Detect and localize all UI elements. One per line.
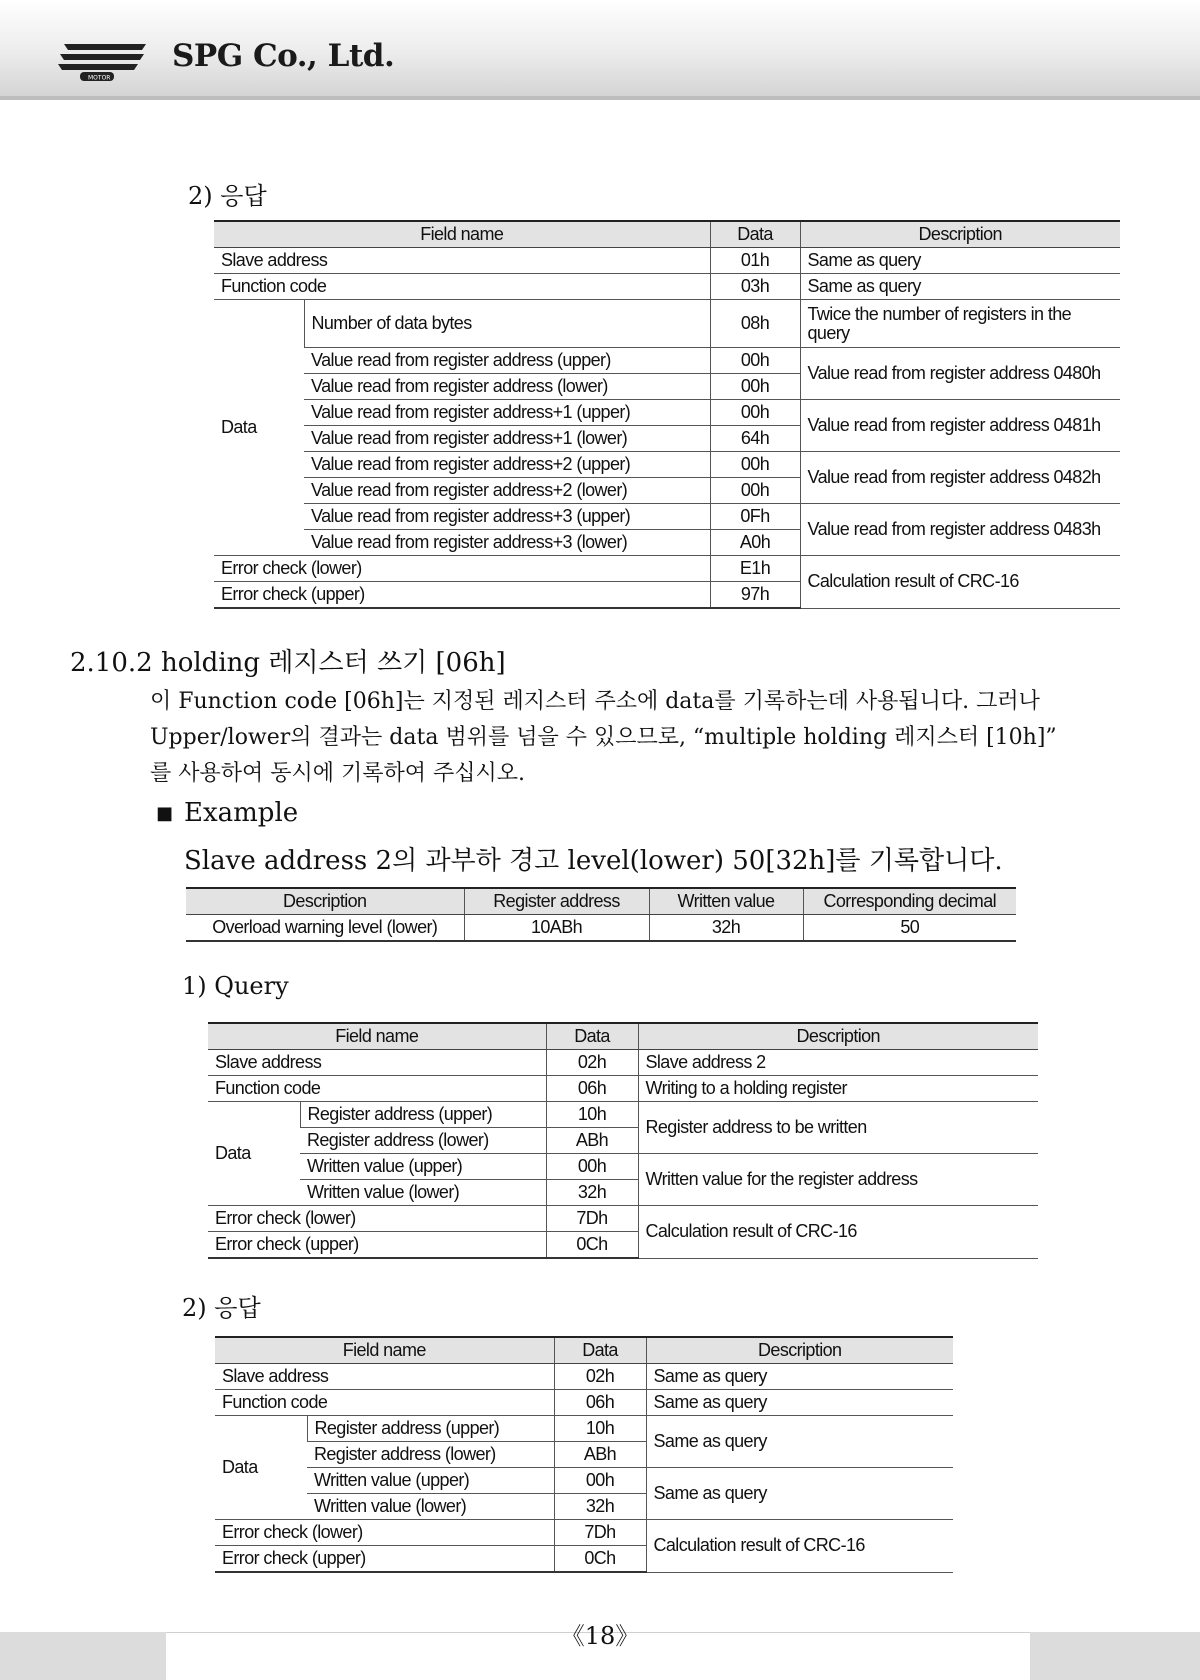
col-header: Description xyxy=(638,1023,1038,1050)
data-value: 7Dh xyxy=(554,1520,646,1546)
field-name: Value read from register address+2 (lower) xyxy=(304,478,710,504)
col-header: Written value xyxy=(649,888,803,915)
table-row xyxy=(214,452,1120,478)
field-name: Error check (lower) xyxy=(215,1520,554,1546)
col-header: Data xyxy=(554,1337,646,1364)
description: Calculation result of CRC-16 xyxy=(646,1520,953,1573)
data-value: 00h xyxy=(710,374,800,400)
field-name: Register address (lower) xyxy=(300,1128,546,1154)
data-value: 08h xyxy=(710,300,800,348)
description: Value read from register address 0483h xyxy=(800,504,1120,556)
field-name: Error check (upper) xyxy=(208,1232,546,1259)
description: Slave address 2 xyxy=(638,1050,1038,1076)
data-value: E1h xyxy=(710,556,800,582)
page-number: 《18》 xyxy=(560,1622,640,1650)
table-header-row xyxy=(186,888,1016,915)
data-value: 03h xyxy=(710,274,800,300)
field-name: Slave address xyxy=(215,1364,554,1390)
description: Calculation result of CRC-16 xyxy=(800,556,1120,609)
svg-text:MOTOR: MOTOR xyxy=(88,74,111,82)
example-label: Example xyxy=(184,798,299,828)
data-value: 97h xyxy=(710,582,800,609)
field-name: Value read from register address+2 (upper) xyxy=(304,452,710,478)
query-heading: 1) Query xyxy=(182,972,289,1000)
data-value: 0Fh xyxy=(710,504,800,530)
description-cell: Overload warning level (lower) xyxy=(186,915,464,942)
data-value: 32h xyxy=(546,1180,638,1206)
field-name: Slave address xyxy=(214,248,710,274)
decimal-cell: 50 xyxy=(803,915,1016,942)
table-row xyxy=(215,1416,953,1442)
table-row xyxy=(208,1050,1038,1076)
paragraph-line: 이 Function code [06h]는 지정된 레지스터 주소에 data를 기록하는데 사용됩니다. 그러나 xyxy=(150,689,1040,714)
table-row xyxy=(214,348,1120,374)
description: Value read from register address 0481h xyxy=(800,400,1120,452)
data-value: 02h xyxy=(554,1364,646,1390)
table-row xyxy=(208,1076,1038,1102)
field-name: Number of data bytes xyxy=(304,300,710,348)
col-header: Data xyxy=(710,221,800,248)
description: Same as query xyxy=(646,1390,953,1416)
table-row xyxy=(215,1390,953,1416)
table-row xyxy=(214,274,1120,300)
description: Same as query xyxy=(646,1468,953,1520)
example-table xyxy=(186,887,1016,942)
col-header: Corresponding decimal xyxy=(803,888,1016,915)
field-name: Error check (upper) xyxy=(214,582,710,609)
table-row xyxy=(214,556,1120,582)
table-row xyxy=(214,248,1120,274)
field-name: Error check (lower) xyxy=(214,556,710,582)
table-row xyxy=(186,915,1016,942)
response-heading: 2) 응답 xyxy=(182,1294,261,1322)
table-row xyxy=(208,1206,1038,1232)
table-header-row xyxy=(208,1023,1038,1050)
field-name: Written value (upper) xyxy=(307,1468,554,1494)
field-name: Value read from register address+3 (upper) xyxy=(304,504,710,530)
data-value: 00h xyxy=(546,1154,638,1180)
field-name: Function code xyxy=(215,1390,554,1416)
data-value: 64h xyxy=(710,426,800,452)
data-value: 10h xyxy=(546,1102,638,1128)
data-value: 01h xyxy=(710,248,800,274)
table-row xyxy=(215,1364,953,1390)
data-value: 00h xyxy=(710,348,800,374)
spg-logo-icon xyxy=(58,40,153,82)
table-row xyxy=(215,1468,953,1494)
col-header: Data xyxy=(546,1023,638,1050)
data-value: 00h xyxy=(710,400,800,426)
description: Written value for the register address xyxy=(638,1154,1038,1206)
field-name: Function code xyxy=(214,274,710,300)
data-value: ABh xyxy=(546,1128,638,1154)
data-value: A0h xyxy=(710,530,800,556)
data-value: 10h xyxy=(554,1416,646,1442)
example-text: Slave address 2의 과부하 경고 level(lower) 50[32h]를 기록합니다. xyxy=(184,846,1003,876)
description: Same as query xyxy=(646,1416,953,1468)
table-row xyxy=(208,1102,1038,1128)
data-value: 06h xyxy=(546,1076,638,1102)
col-header: Field name xyxy=(215,1337,554,1364)
description: Same as query xyxy=(800,248,1120,274)
data-value: 0Ch xyxy=(546,1232,638,1259)
data-value: ABh xyxy=(554,1442,646,1468)
written-value-cell: 32h xyxy=(649,915,803,942)
col-header: Description xyxy=(800,221,1120,248)
description: Value read from register address 0482h xyxy=(800,452,1120,504)
data-value: 32h xyxy=(554,1494,646,1520)
field-name: Written value (lower) xyxy=(300,1180,546,1206)
description: Value read from register address 0480h xyxy=(800,348,1120,400)
field-name: Function code xyxy=(208,1076,546,1102)
field-name: Register address (upper) xyxy=(300,1102,546,1128)
company-name: SPG Co., Ltd. xyxy=(172,38,395,74)
section-title: 2.10.2 holding 레지스터 쓰기 [06h] xyxy=(70,648,506,678)
field-name: Register address (upper) xyxy=(307,1416,554,1442)
data-group-label: Data xyxy=(215,1416,307,1520)
field-name: Written value (lower) xyxy=(307,1494,554,1520)
description: Twice the number of registers in the query xyxy=(800,300,1120,348)
table-row xyxy=(214,504,1120,530)
description: Writing to a holding register xyxy=(638,1076,1038,1102)
data-value: 02h xyxy=(546,1050,638,1076)
field-name: Value read from register address+1 (upper) xyxy=(304,400,710,426)
col-header: Register address xyxy=(464,888,649,915)
table-row xyxy=(215,1520,953,1546)
data-value: 00h xyxy=(710,478,800,504)
description: Register address to be written xyxy=(638,1102,1038,1154)
description: Calculation result of CRC-16 xyxy=(638,1206,1038,1259)
description: Same as query xyxy=(800,274,1120,300)
register-address-cell: 10ABh xyxy=(464,915,649,942)
data-group-label: Data xyxy=(214,300,304,556)
col-header: Field name xyxy=(214,221,710,248)
description: Same as query xyxy=(646,1364,953,1390)
data-value: 00h xyxy=(554,1468,646,1494)
description-paragraph xyxy=(150,684,1110,792)
table-header-row xyxy=(215,1337,953,1364)
paragraph-line: 를 사용하여 동시에 기록하여 주십시오. xyxy=(150,761,525,786)
field-name: Error check (lower) xyxy=(208,1206,546,1232)
table-row xyxy=(208,1154,1038,1180)
table-row xyxy=(214,400,1120,426)
response-table-2 xyxy=(215,1336,953,1573)
data-value: 00h xyxy=(710,452,800,478)
section-heading: 2) 응답 xyxy=(188,182,267,210)
field-name: Error check (upper) xyxy=(215,1546,554,1573)
data-value: 0Ch xyxy=(554,1546,646,1573)
paragraph-line: Upper/lower의 결과는 data 범위를 넘을 수 있으므로, “multiple holding 레지스터 [10h]” xyxy=(150,725,1057,750)
col-header: Description xyxy=(186,888,464,915)
field-name: Written value (upper) xyxy=(300,1154,546,1180)
data-group-label: Data xyxy=(208,1102,300,1206)
field-name: Value read from register address+1 (lower) xyxy=(304,426,710,452)
bullet-square-icon: ■ xyxy=(156,803,174,824)
query-table xyxy=(208,1022,1038,1259)
table-row xyxy=(214,300,1120,348)
response-table-1 xyxy=(214,220,1120,609)
table-header-row xyxy=(214,221,1120,248)
field-name: Value read from register address (upper) xyxy=(304,348,710,374)
col-header: Description xyxy=(646,1337,953,1364)
field-name: Value read from register address+3 (lower) xyxy=(304,530,710,556)
field-name: Value read from register address (lower) xyxy=(304,374,710,400)
field-name: Slave address xyxy=(208,1050,546,1076)
page-header xyxy=(0,0,1200,100)
data-value: 06h xyxy=(554,1390,646,1416)
field-name: Register address (lower) xyxy=(307,1442,554,1468)
col-header: Field name xyxy=(208,1023,546,1050)
data-value: 7Dh xyxy=(546,1206,638,1232)
